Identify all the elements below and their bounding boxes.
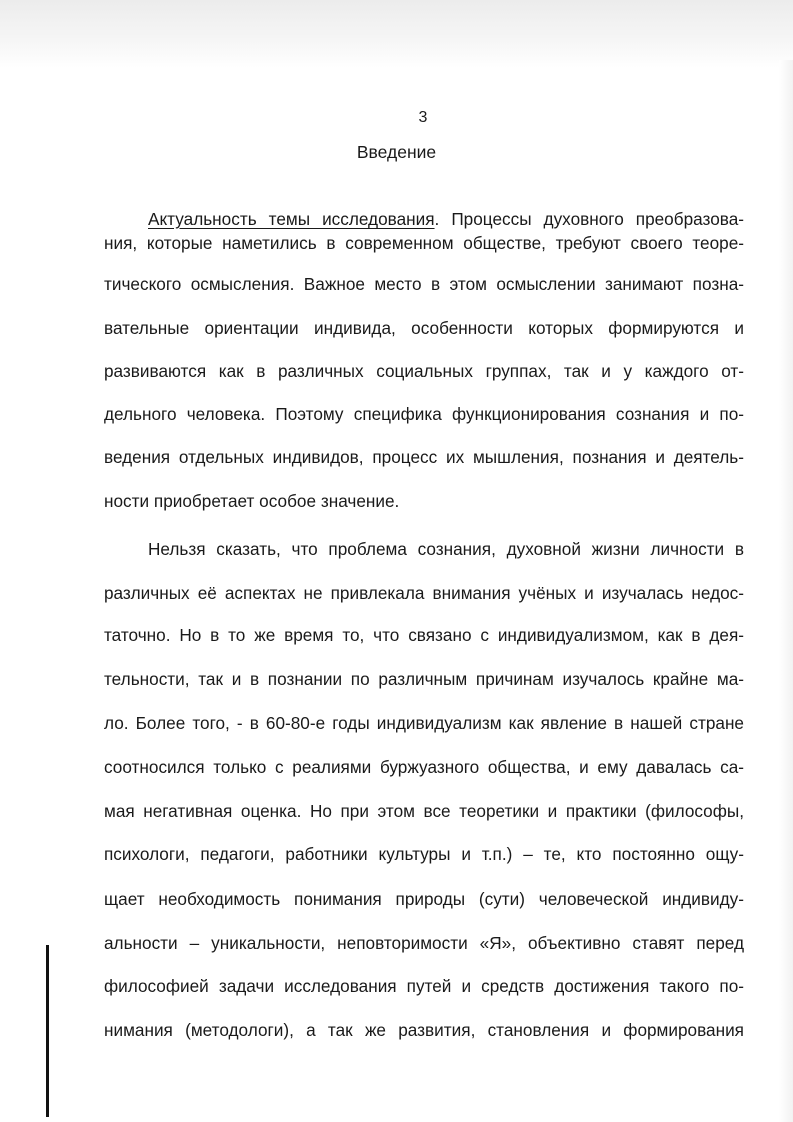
text-line: философией задачи исследования путей и средств достижения такого по-	[104, 976, 744, 996]
text-line: тического осмысления. Важное место в этом осмыслении занимают позна-	[104, 274, 744, 294]
text-line: ведения отдельных индивидов, процесс их мышления, познания и деятель-	[104, 447, 744, 467]
page-title: Введение	[356, 142, 437, 162]
section-heading: Актуальность темы исследования	[148, 209, 435, 229]
text-line: Актуальность темы исследования. Процессы духовного преобразова-	[148, 209, 744, 229]
text-line: ния, которые наметились в современном обществе, требуют своего теоре-	[104, 233, 744, 253]
text-line: ности приобретает особое значение.	[104, 491, 400, 511]
text-line: нимания (методологи), а так же развития, становления и формирования	[104, 1020, 744, 1040]
text-line: различных её аспектах не привлекала внимания учёных и изучалась недос-	[104, 583, 744, 603]
page-number: 3	[418, 109, 428, 126]
text-line: альности – уникальности, неповторимости «Я», объективно ставят перед	[104, 933, 744, 953]
text-line: щает необходимость понимания природы (сути) человеческой индивиду-	[104, 889, 744, 909]
scan-shadow-top	[0, 0, 793, 68]
text-line: Нельзя сказать, что проблема сознания, духовной жизни личности в	[148, 539, 744, 559]
text-line: мая негативная оценка. Но при этом все теоретики и практики (философы,	[104, 801, 744, 821]
text-line: вательные ориентации индивида, особенности которых формируются и	[104, 318, 744, 338]
text-line: соотносился только с реалиями буржуазного общества, и ему давалась са-	[104, 757, 744, 777]
text-line: таточно. Но в то же время то, что связано с индивидуализмом, как в дея-	[104, 625, 744, 645]
text-line: тельности, так и в познании по различным причинам изучалось крайне ма-	[104, 669, 744, 689]
text-line: психологи, педагоги, работники культуры и т.п.) – те, кто постоянно ощу-	[104, 844, 744, 864]
text-line: развиваются как в различных социальных группах, так и у каждого от-	[104, 361, 744, 381]
text-line: дельного человека. Поэтому специфика функционирования сознания и по-	[104, 404, 744, 424]
scan-shadow-right	[779, 60, 793, 1122]
scan-binding-line	[46, 945, 49, 1117]
text-line: ло. Более того, - в 60-80-е годы индивидуализм как явление в нашей стране	[104, 713, 744, 733]
